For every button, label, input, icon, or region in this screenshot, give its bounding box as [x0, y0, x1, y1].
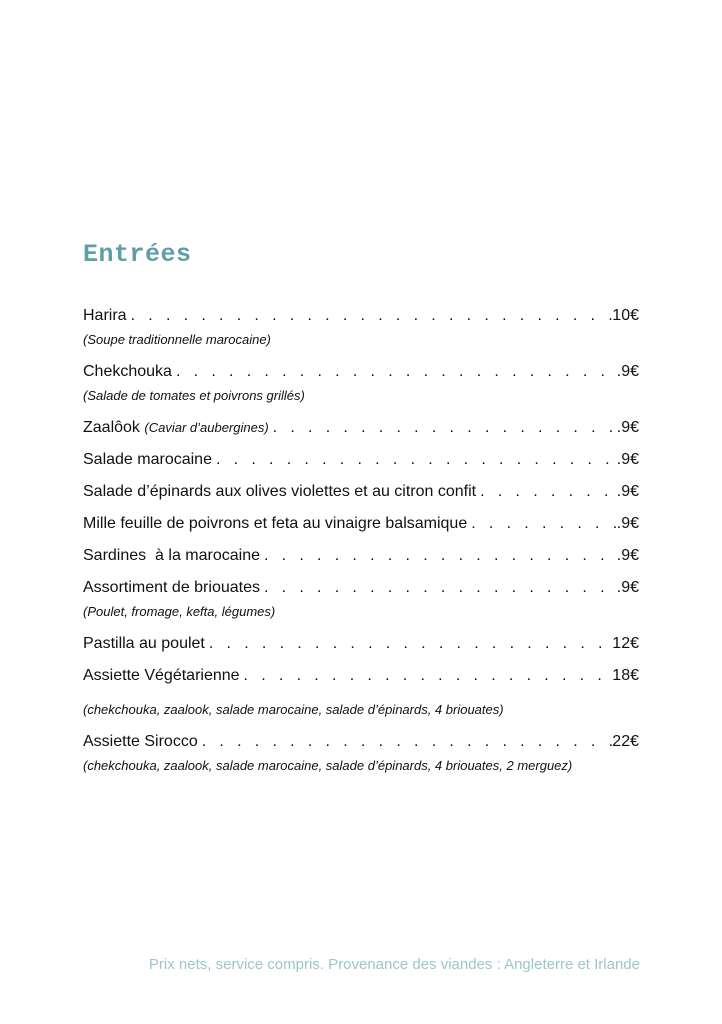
item-name: Mille feuille de poivrons et feta au vinaigre balsamique	[83, 515, 468, 532]
item-price: .9€	[616, 483, 639, 500]
item-price: 10€	[612, 307, 639, 324]
item-price: .9€	[616, 451, 639, 468]
menu-item-salade-epinards	[83, 479, 639, 505]
dot-leader	[260, 543, 617, 569]
item-price: .9€	[616, 363, 639, 380]
menu-item-row	[83, 447, 639, 473]
menu-item-harira	[83, 303, 639, 349]
menu-item-row	[83, 511, 639, 537]
dot-leader	[240, 663, 613, 689]
menu-item-salade-marocaine	[83, 447, 639, 473]
dot-leader	[198, 729, 613, 755]
menu-item-briouates	[83, 575, 639, 621]
section-title: Entrées	[83, 240, 192, 269]
item-price: 22€	[612, 733, 639, 750]
item-price: 12€	[612, 635, 639, 652]
item-name: Pastilla au poulet	[83, 635, 205, 652]
item-price: .9€	[616, 547, 639, 564]
menu-item-row	[83, 631, 639, 657]
item-description: (chekchouka, zaalook, salade marocaine, salade d’épinards, 4 briouates)	[83, 702, 504, 717]
item-name: Zaalôok	[83, 419, 145, 436]
item-description: (Soupe traditionnelle marocaine)	[83, 332, 271, 347]
item-name: Salade d’épinards aux olives violettes et au citron confit	[83, 483, 477, 500]
item-name: Salade marocaine	[83, 451, 212, 468]
menu-list	[83, 303, 639, 785]
menu-item-zaalook	[83, 415, 639, 441]
menu-item-chekchouka	[83, 359, 639, 405]
item-description: (chekchouka, zaalook, salade marocaine, salade d’épinards, 4 briouates, 2 merguez)	[83, 758, 573, 773]
item-name: Sardines à la marocaine	[83, 547, 260, 564]
menu-item-row	[83, 415, 639, 441]
dot-leader	[127, 303, 613, 329]
dot-leader	[205, 631, 612, 657]
item-name-group	[83, 415, 269, 441]
dot-leader	[476, 479, 617, 505]
item-name: Harira	[83, 307, 127, 324]
menu-item-sardines	[83, 543, 639, 569]
dot-leader	[260, 575, 617, 601]
menu-item-row	[83, 479, 639, 505]
menu-item-mille-feuille	[83, 511, 639, 537]
item-name: Assiette Végétarienne	[83, 667, 240, 684]
menu-item-row	[83, 543, 639, 569]
item-price: .9€	[616, 579, 639, 596]
menu-item-row	[83, 575, 639, 601]
item-price: .9€	[616, 419, 639, 436]
dot-leader	[269, 415, 617, 441]
dot-leader	[172, 359, 617, 385]
menu-item-row	[83, 729, 639, 755]
menu-item-row	[83, 359, 639, 385]
menu-item-assiette-sirocco	[83, 729, 639, 775]
item-price: 18€	[612, 667, 639, 684]
item-price: .9€	[616, 515, 639, 532]
footer-note: Prix nets, service compris. Provenance des viandes : Angleterre et Irlande	[148, 956, 640, 973]
item-name: Assiette Sirocco	[83, 733, 198, 750]
menu-item-row	[83, 303, 639, 329]
item-name: Assortiment de briouates	[83, 579, 260, 596]
item-description: (Poulet, fromage, kefta, légumes)	[83, 604, 276, 619]
menu-item-row	[83, 663, 639, 689]
menu-item-pastilla	[83, 631, 639, 657]
menu-item-assiette-vegetarienne	[83, 663, 639, 719]
dot-leader	[212, 447, 617, 473]
item-description: (Salade de tomates et poivrons grillés)	[83, 388, 305, 403]
dot-leader	[467, 511, 617, 537]
item-inline-description: (Caviar d’aubergines)	[144, 420, 269, 435]
item-name: Chekchouka	[83, 363, 172, 380]
